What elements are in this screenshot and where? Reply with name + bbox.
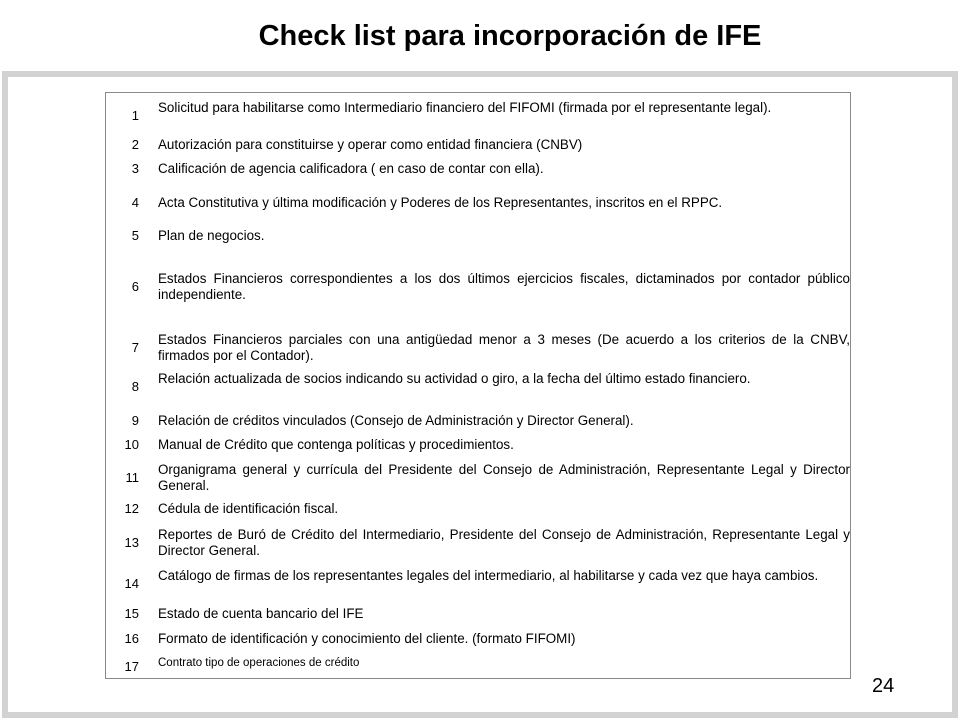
- checklist-row: [106, 330, 850, 366]
- item-text: Relación actualizada de socios indicando su actividad o giro, a la fecha del último estado financiero.: [158, 371, 751, 386]
- item-number: 7: [131, 340, 139, 355]
- checklist-row: [106, 460, 850, 496]
- item-text: Cédula de identificación fiscal.: [158, 501, 339, 516]
- checklist-row: [106, 413, 850, 429]
- item-text: Autorización para constituirse y operar como entidad financiera (CNBV): [158, 137, 583, 152]
- item-number: 2: [131, 137, 139, 152]
- checklist-row: [106, 501, 850, 517]
- item-number: 5: [131, 228, 139, 243]
- item-text: Reportes de Buró de Crédito del Intermediario, Presidente del Consejo de Administración, Representante Legal y Director General.: [158, 527, 850, 558]
- checklist-row: [106, 631, 850, 647]
- checklist-row: [106, 98, 850, 134]
- checklist-row: [106, 566, 850, 602]
- item-text: Solicitud para habilitarse como Intermediario financiero del FIFOMI (firmada por el representante legal).: [158, 100, 772, 115]
- checklist-row: [106, 437, 850, 453]
- item-number: 3: [131, 161, 139, 176]
- item-number: 1: [131, 108, 139, 123]
- item-text: Catálogo de firmas de los representantes legales del intermediario, al habilitarse y cada vez que haya cambios.: [158, 568, 819, 583]
- item-text: Estados Financieros parciales con una antigüedad menor a 3 meses (De acuerdo a los criterios de la CNBV, firmados por el Contador).: [158, 332, 850, 363]
- item-number: 11: [125, 470, 139, 485]
- item-text: Plan de negocios.: [158, 228, 265, 243]
- checklist-row: [106, 606, 850, 622]
- checklist-row: [106, 137, 850, 153]
- item-number: 8: [131, 379, 139, 394]
- item-text: Estados Financieros correspondientes a los dos últimos ejercicios fiscales, dictaminados por contador público independiente.: [158, 271, 850, 302]
- item-text: Formato de identificación y conocimiento del cliente. (formato FIFOMI): [158, 631, 576, 646]
- item-number: 15: [124, 606, 139, 621]
- checklist-row: [106, 228, 850, 244]
- item-number: 12: [124, 501, 139, 516]
- item-text: Manual de Crédito que contenga políticas y procedimientos.: [158, 437, 514, 452]
- page-number: 24: [872, 675, 895, 697]
- item-text: Calificación de agencia calificadora ( en caso de contar con ella).: [158, 161, 544, 176]
- checklist-row: [106, 195, 850, 211]
- item-number: 16: [124, 631, 139, 646]
- checklist-row: [106, 269, 850, 305]
- item-number: 14: [124, 576, 139, 591]
- slide-title: Check list para incorporación de IFE: [258, 20, 762, 52]
- checklist-row: [106, 161, 850, 177]
- item-number: 10: [124, 437, 139, 452]
- item-number: 4: [131, 195, 139, 210]
- item-text: Organigrama general y currícula del Presidente del Consejo de Administración, Representante Legal y Director General.: [158, 462, 850, 493]
- checklist-row: [106, 525, 850, 561]
- item-number: 6: [131, 279, 139, 294]
- checklist-row: [106, 657, 850, 673]
- item-text: Estado de cuenta bancario del IFE: [158, 606, 364, 621]
- item-number: 9: [131, 413, 139, 428]
- item-text: Relación de créditos vinculados (Consejo de Administración y Director General).: [158, 413, 634, 428]
- item-number: 17: [124, 659, 139, 674]
- checklist-row: [106, 369, 850, 405]
- item-number: 13: [124, 535, 139, 550]
- item-text: Contrato tipo de operaciones de crédito: [158, 657, 360, 669]
- item-text: Acta Constitutiva y última modificación y Poderes de los Representantes, inscritos en el RPPC.: [158, 195, 723, 210]
